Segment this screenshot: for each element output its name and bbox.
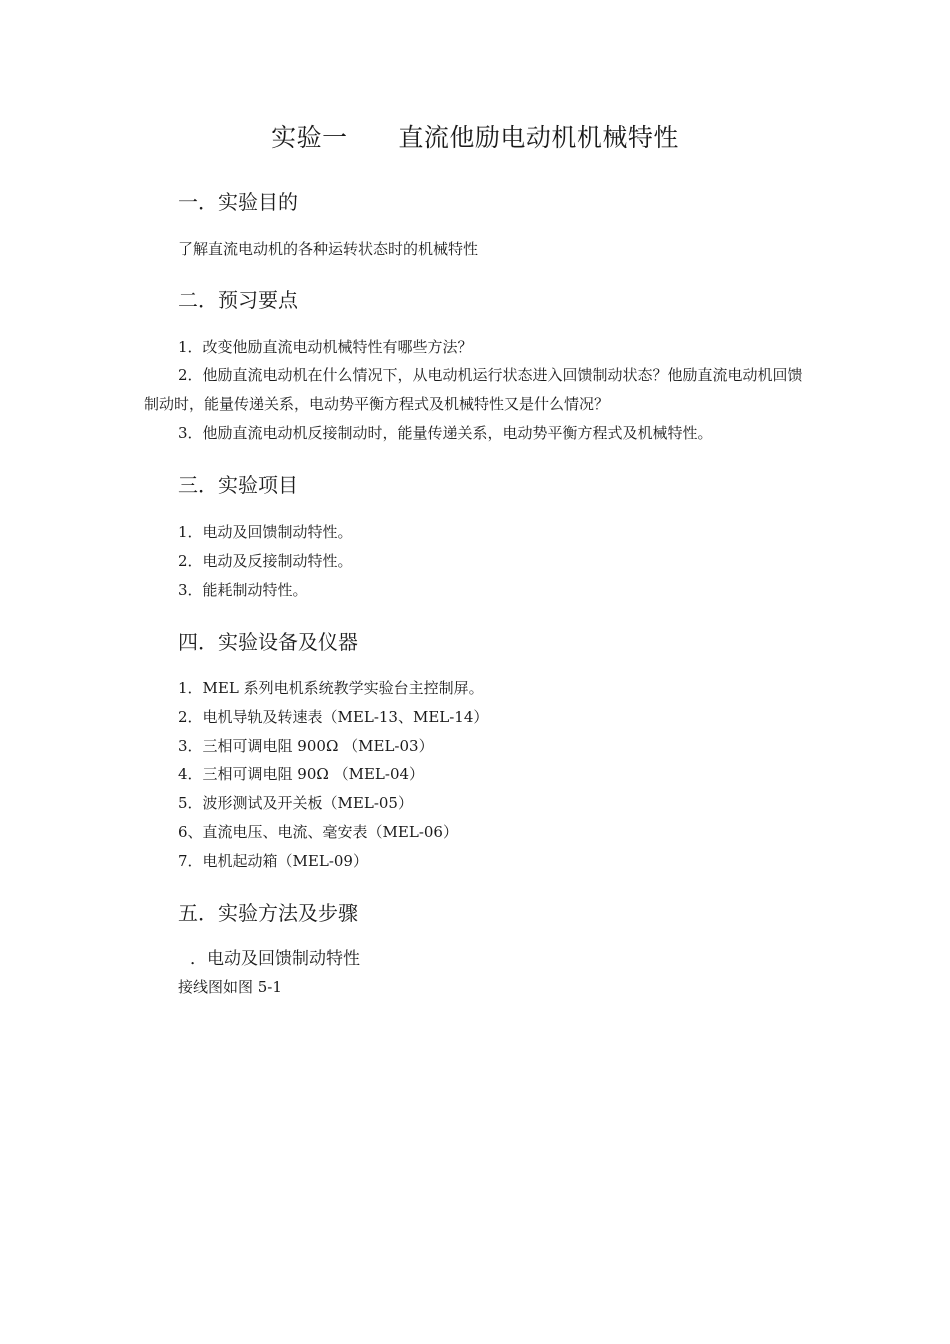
equipment-item-7: 7．电机起动箱（MEL-09） [178,852,368,870]
section-heading-equipment: 四．实验设备及仪器 [178,630,358,654]
equipment-item-1: 1．MEL 系列电机系统教学实验台主控制屏。 [178,679,484,697]
section-heading-method: 五．实验方法及步骤 [178,901,358,925]
equipment-item-6: 6、直流电压、电流、毫安表（MEL-06） [178,823,458,841]
preview-item-1: 1．改变他励直流电动机械特性有哪些方法？ [178,338,473,356]
experiment-item-2: 2．电动及反接制动特性。 [178,552,353,570]
section-heading-items: 三．实验项目 [178,473,298,497]
objective-text: 了解直流电动机的各种运转状态时的机械特性 [178,240,479,258]
preview-item-3: 3．他励直流电动机反接制动时，能量传递关系，电动势平衡方程式及机械特性。 [178,424,713,442]
wiring-diagram-reference: 接线图如图 5-1 [178,978,282,996]
equipment-item-2: 2．电机导轨及转速表（MEL-13、MEL-14） [178,708,489,726]
section-heading-preview: 二．预习要点 [178,288,298,312]
equipment-item-4: 4．三相可调电阻 90Ω （MEL-04） [178,765,425,783]
equipment-item-5: 5．波形测试及开关板（MEL-05） [178,794,413,812]
preview-item-2: 2．他励直流电动机在什么情况下，从电动机运行状态进入回馈制动状态？他励直流电动机回馈制动时，能量传递关系，电动势平衡方程式及机械特性又是什么情况？ [144,366,803,413]
experiment-item-3: 3．能耗制动特性。 [178,581,308,599]
subsection-heading-motoring-regenerative: ．电动及回馈制动特性 [190,949,360,969]
experiment-item-1: 1．电动及回馈制动特性。 [178,523,353,541]
equipment-item-3: 3．三相可调电阻 900Ω （MEL-03） [178,737,434,755]
document-title: 实验一 直流他励电动机机械特性 [271,123,679,152]
section-heading-objective: 一．实验目的 [178,190,298,214]
